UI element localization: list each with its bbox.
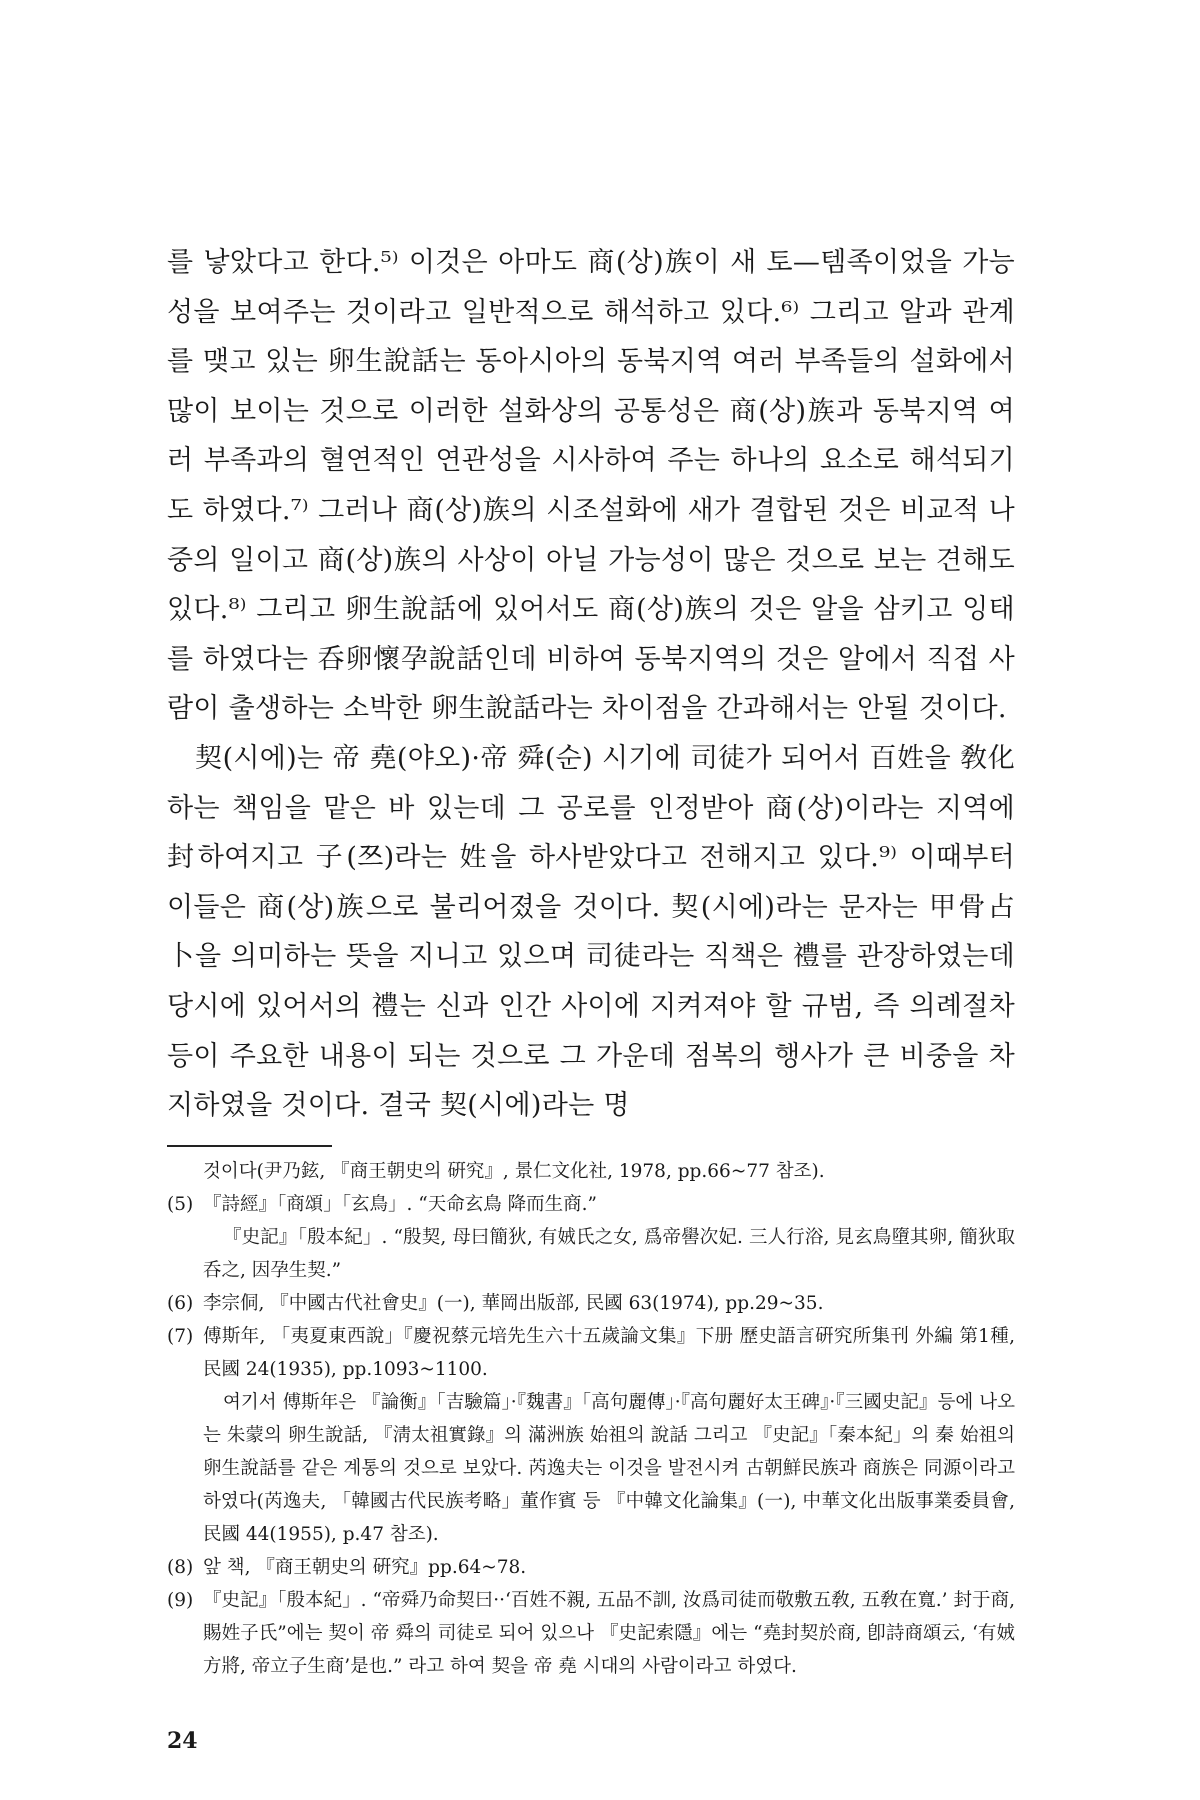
page-content: [167, 238, 1015, 1683]
footnote-9: [167, 1584, 1015, 1683]
footnotes: [167, 1155, 1015, 1683]
footnote-text: 앞 책, 『商王朝史의 硏究』pp.64~78.: [203, 1556, 527, 1578]
footnote-5-continuation: 『史記』「殷本紀」. “殷契, 母曰簡狄, 有娀氏之女, 爲帝嚳次妃. 三人行浴, 見玄鳥墮其卵, 簡狄取呑之, 因孕生契.”: [203, 1226, 1015, 1281]
footnote-7: [167, 1320, 1015, 1386]
footnote-text: 『詩經』「商頌」「玄鳥」. “天命玄鳥 降而生商.”: [203, 1193, 597, 1215]
footnote-8: [167, 1551, 1015, 1584]
footnote-number: (5): [167, 1193, 194, 1215]
footnote-5: [167, 1188, 1015, 1221]
footnote-number: (7): [167, 1325, 194, 1347]
footnote-separator: [167, 1145, 332, 1147]
footnote-text: 傅斯年, 「夷夏東西說」『慶祝蔡元培先生六十五歲論文集』下册 歷史語言硏究所集刊 外編 第1種, 民國 24(1935), pp.1093~1100.: [203, 1325, 1015, 1380]
footnote-number: (6): [167, 1292, 194, 1314]
footnote-text: 李宗侗, 『中國古代社會史』(一), 華岡出版部, 民國 63(1974), pp.29~35.: [203, 1292, 824, 1314]
footnote-number: (9): [167, 1589, 194, 1611]
footnote-7-continuation: 여기서 傅斯年은 『論衡』「吉驗篇」·『魏書』「高句麗傳」·『高句麗好太王碑』·『三國史記』등에 나오는 朱蒙의 卵生說話, 『淸太祖實錄』의 滿洲族 始祖의 說話 그리고 『史記』「秦本紀」의 秦 始祖의 卵生說話를 같은 계통의 것으로 보았다. 芮逸夫는 이것을 발전시켜 古朝鮮民族과 商族은 同源이라고 하였다(芮逸夫, 「韓國古代民族考略」董作賓 등 『中韓文化論集』(一), 中華文化出版事業委員會, 民國 44(1955), p.47 참조).: [203, 1391, 1015, 1545]
paragraph-2: 契(시에)는 帝 堯(야오)·帝 舜(순) 시기에 司徒가 되어서 百姓을 敎化하는 책임을 맡은 바 있는데 그 공로를 인정받아 商(상)이라는 지역에 封하여지고 子(쯔)라는 姓을 하사받았다고 전해지고 있다.⁹⁾ 이때부터 이들은 商(상)族으로 불리어졌을 것이다. 契(시에)라는 문자는 甲骨占卜을 의미하는 뜻을 지니고 있으며 司徒라는 직책은 禮를 관장하였는데 당시에 있어서의 禮는 신과 인간 사이에 지켜져야 할 규범, 즉 의례절차 등이 주요한 내용이 되는 것으로 그 가운데 점복의 행사가 큰 비중을 차지하였을 것이다. 결국 契(시에)라는 명: [167, 742, 1015, 1122]
footnote-number: (8): [167, 1556, 194, 1578]
body-text: [167, 238, 1015, 1131]
footnote-6: [167, 1287, 1015, 1320]
footnote-carryover: 것이다(尹乃鉉, 『商王朝史의 硏究』, 景仁文化社, 1978, pp.66~77 참조).: [203, 1160, 825, 1182]
paragraph-1: 를 낳았다고 한다.⁵⁾ 이것은 아마도 商(상)族이 새 토—템족이었을 가능성을 보여주는 것이라고 일반적으로 해석하고 있다.⁶⁾ 그리고 알과 관계를 맺고 있는 卵生說話는 동아시아의 동북지역 여러 부족들의 설화에서 많이 보이는 것으로 이러한 설화상의 공통성은 商(상)族과 동북지역 여러 부족과의 혈연적인 연관성을 시사하여 주는 하나의 요소로 해석되기도 하였다.⁷⁾ 그러나 商(상)族의 시조설화에 새가 결합된 것은 비교적 나중의 일이고 商(상)族의 사상이 아닐 가능성이 많은 것으로 보는 견해도 있다.⁸⁾ 그리고 卵生說話에 있어서도 商(상)族의 것은 알을 삼키고 잉태를 하였다는 呑卵懷孕說話인데 비하여 동북지역의 것은 알에서 직접 사람이 출생하는 소박한 卵生說話라는 차이점을 간과해서는 안될 것이다.: [167, 247, 1015, 725]
page-number: 24: [167, 1728, 198, 1754]
footnote-text: 『史記』「殷本紀」. “帝舜乃命契曰··‘百姓不親, 五品不訓, 汝爲司徒而敬敷五敎, 五敎在寬.’ 封于商, 賜姓子氏”에는 契이 帝 舜의 司徒로 되어 있으나 『史記索隱』에는 “堯封契於商, 卽詩商頌云, ‘有娀方將, 帝立子生商’是也.” 라고 하여 契을 帝 堯 시대의 사람이라고 하였다.: [203, 1589, 1015, 1677]
